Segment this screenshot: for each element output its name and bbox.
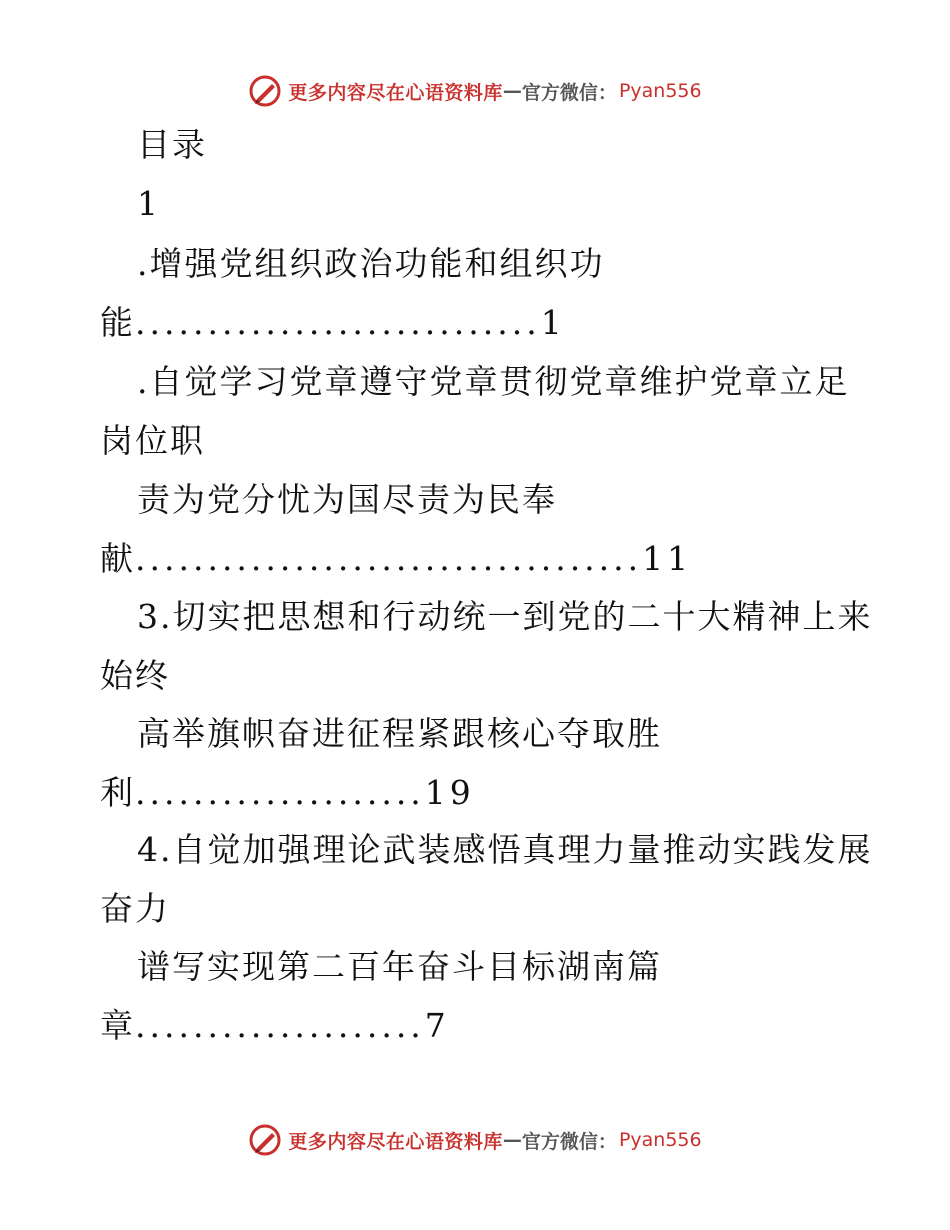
toc-entry-2-tail: 献 (100, 539, 135, 578)
toc-entry-2-line-1: .自觉学习党章遵守党章贯彻党章维护党章立足 (137, 362, 850, 401)
toc-entry-1-leader: ............................1 (135, 303, 566, 342)
toc-entry-3-line-1: 3.切实把思想和行动统一到党的二十大精神上来 (137, 597, 873, 636)
toc-entry-1-line-1: .增强党组织政治功能和组织功 (137, 244, 605, 283)
toc-first-number: 1 (137, 184, 160, 223)
pen-logo-icon (248, 74, 282, 108)
toc-entry-3-line-3: 高举旗帜奋进征程紧跟核心夺取胜 (137, 714, 662, 753)
watermark-wechat-label: 官方微信： (521, 1130, 617, 1153)
watermark-wechat-id: Pyan556 (618, 80, 702, 102)
toc-entry-4-leader: ....................7 (135, 1006, 450, 1045)
watermark-separator: — (502, 1129, 522, 1151)
watermark-wechat-id: Pyan556 (618, 1129, 702, 1151)
watermark-main-text: 更多内容尽在心语资料库 (288, 1130, 503, 1153)
toc-entry-4-line-3: 谱写实现第二百年奋斗目标湖南篇 (137, 947, 662, 986)
watermark-wechat-label: 官方微信： (521, 81, 617, 104)
watermark-separator: — (502, 80, 522, 102)
header-watermark (0, 71, 950, 111)
footer-watermark (0, 1120, 950, 1160)
toc-entry-3-line-4 (100, 773, 475, 813)
toc-entry-3-leader: ....................19 (135, 773, 475, 812)
toc-entry-4-line-1: 4.自觉加强理论武装感悟真理力量推动实践发展 (137, 830, 873, 869)
toc-entry-2-line-3: 责为党分忧为国尽责为民奉 (137, 480, 557, 519)
toc-entry-2-line-4 (100, 539, 692, 579)
toc-entry-4-line-2: 奋力 (100, 889, 170, 928)
toc-entry-2-line-2: 岗位职 (100, 421, 205, 460)
pen-logo-icon (248, 1123, 282, 1157)
toc-entry-3-tail: 利 (100, 773, 135, 812)
toc-entry-4-tail: 章 (100, 1006, 135, 1045)
watermark-main-text: 更多内容尽在心语资料库 (288, 81, 503, 104)
toc-entry-2-leader: ...................................11 (135, 539, 693, 578)
toc-heading: 目录 (137, 125, 207, 164)
toc-entry-1-tail: 能 (100, 303, 135, 342)
toc-entry-3-line-2: 始终 (100, 656, 170, 695)
toc-entry-4-line-4 (100, 1006, 450, 1046)
toc-entry-1-line-2 (100, 303, 566, 343)
